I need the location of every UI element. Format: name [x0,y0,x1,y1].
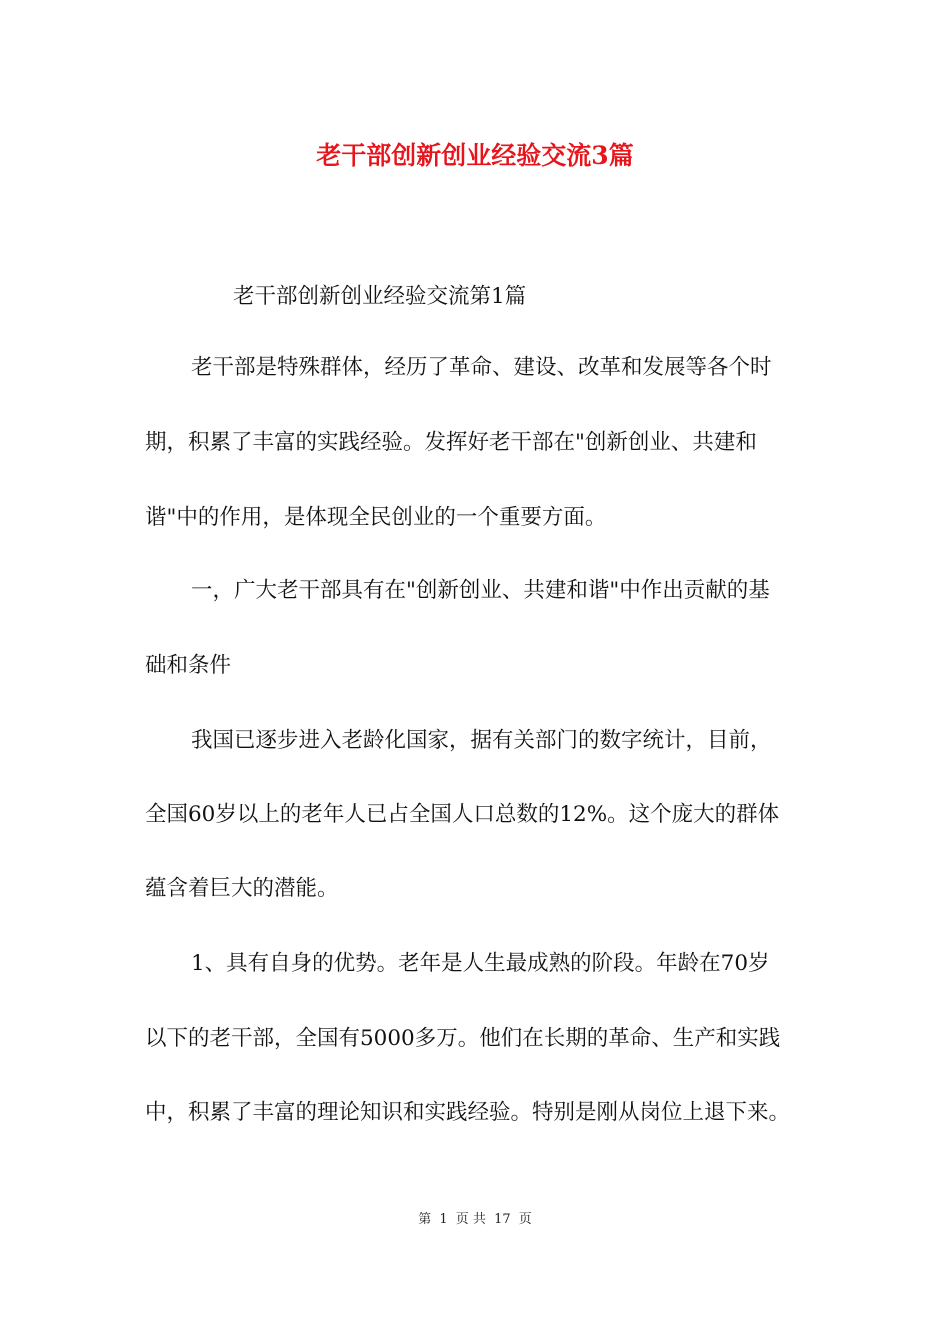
document-title: 老干部创新创业经验交流3篇 [316,141,634,170]
paragraph-line: 1、具有自身的优势。老年是人生最成熟的阶段。年龄在70岁 [191,951,770,976]
paragraph-line: 老干部是特殊群体，经历了革命、建设、改革和发展等各个时 [191,355,772,380]
paragraph-line: 础和条件 [145,653,232,678]
paragraph-line: 我国已逐步进入老龄化国家，据有关部门的数字统计，目前， [191,728,772,753]
page-label-mid: 页 共 [455,1212,486,1227]
section-heading: 老干部创新创业经验交流第1篇 [233,284,527,309]
paragraph-line: 全国60岁以上的老年人已占全国人口总数的12%。这个庞大的群体 [145,802,780,827]
paragraph-line: 以下的老干部，全国有5000多万。他们在长期的革命、生产和实践 [145,1026,781,1051]
paragraph-line: 期，积累了丰富的实践经验。发挥好老干部在"创新创业、共建和 [145,430,757,455]
paragraph-line: 谐"中的作用，是体现全民创业的一个重要方面。 [145,505,607,530]
paragraph-line: 蕴含着巨大的潜能。 [145,876,339,901]
page-label-prefix: 第 [418,1212,432,1227]
paragraph-line: 中，积累了丰富的理论知识和实践经验。特别是刚从岗位上退下来。 [145,1100,791,1125]
total-pages-number: 17 [494,1212,511,1227]
current-page-number: 1 [439,1212,448,1227]
page-footer [0,1208,950,1227]
page-label-suffix: 页 [518,1212,532,1227]
paragraph-line: 一，广大老干部具有在"创新创业、共建和谐"中作出贡献的基 [191,578,770,603]
